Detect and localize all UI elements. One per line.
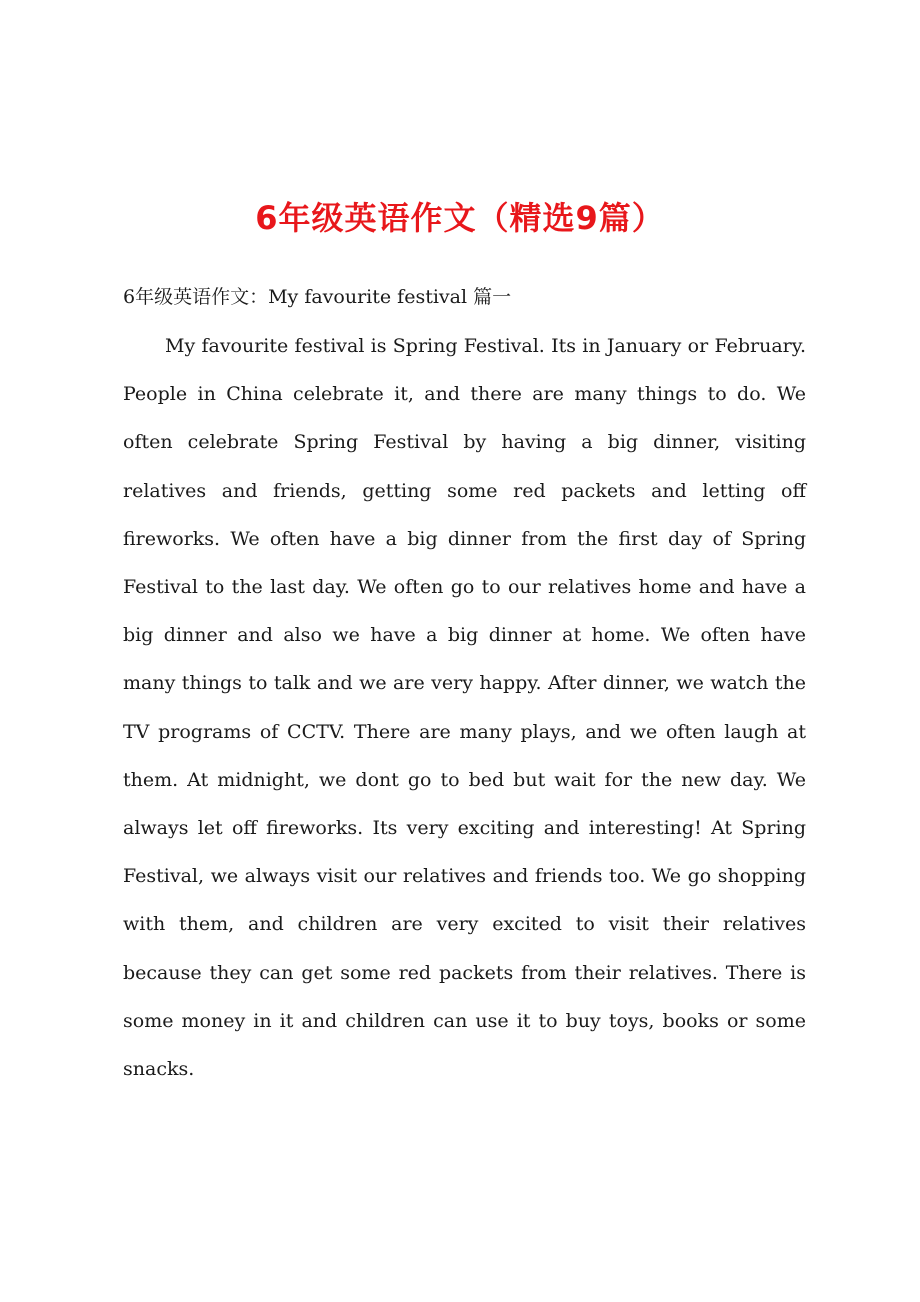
essay-paragraph: My favourite festival is Spring Festival. Its in January or February. People in China celebrate it, and there are many things to do. We often celebrate Spring Festival by having a big dinner, visiting relatives and friends, getting some red packets and letting off fireworks. We often have a big dinner from the first day of Spring Festival to the last day. We often go to our relatives home and have a big dinner and also we have a big dinner at home. We often have many things to talk and we are very happy. After dinner, we watch the TV programs of CCTV. There are many plays, and we often laugh at them. At midnight, we dont go to bed but wait for the new day. We always let off fireworks. Its very exciting and interesting! At Spring Festival, we always visit our relatives and friends too. We go shopping with them, and children are very excited to visit their relatives because they can get some red packets from their relatives. There is some money in it and children can use it to buy toys, books or some snacks.	[123, 335, 806, 1081]
document-title: 6年级英语作文（精选9篇）	[255, 199, 665, 237]
section-heading: 6年级英语作文：My favourite festival 篇一	[123, 286, 512, 308]
